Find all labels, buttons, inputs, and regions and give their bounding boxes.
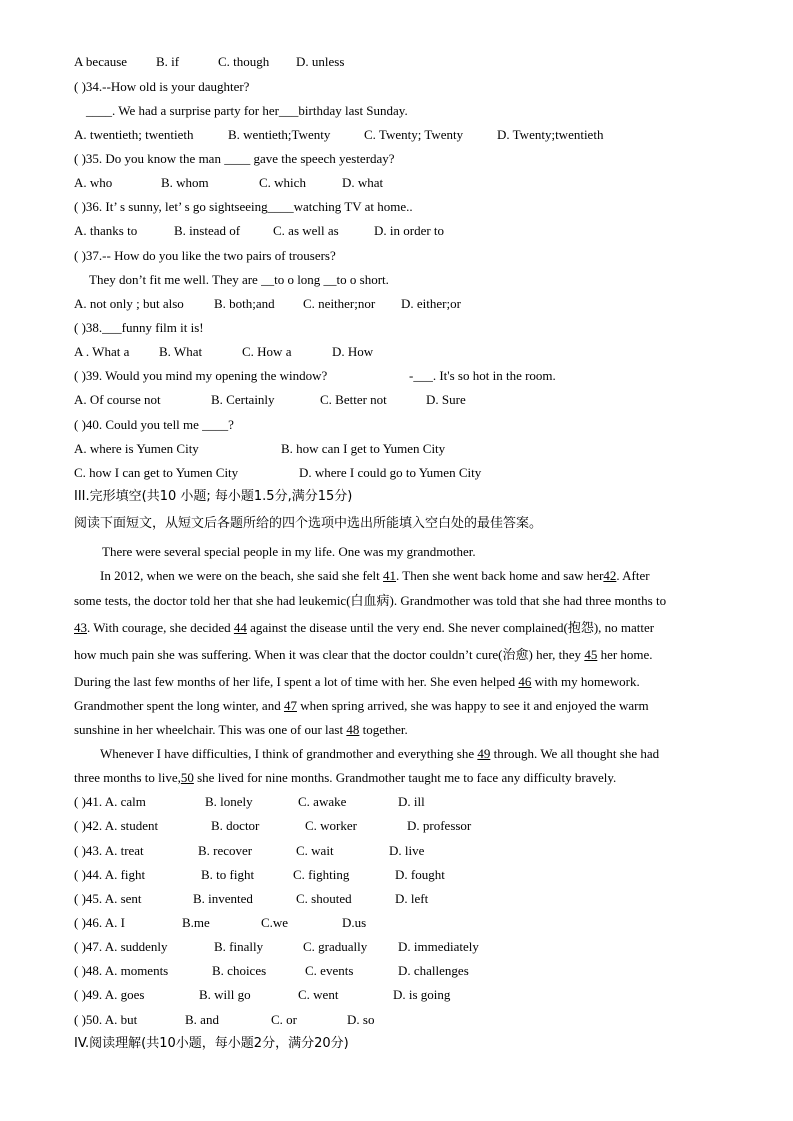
q35-stem: ( )35. Do you know the man ____ gave the speech yesterday? bbox=[74, 151, 395, 166]
q33-option-b: B. if bbox=[156, 54, 180, 69]
passage-text: with my homework. bbox=[531, 674, 640, 689]
q34-line2: ____. We had a surprise party for her___birthday last Sunday. bbox=[86, 103, 408, 118]
q49-option-d: D. is going bbox=[393, 987, 451, 1002]
q49-option-c: C. went bbox=[298, 987, 339, 1002]
blank-41: 41 bbox=[383, 568, 397, 583]
q38-option-b: B. What bbox=[159, 344, 203, 359]
passage-line-8 bbox=[74, 746, 719, 762]
q35-option-a: A. who bbox=[74, 175, 113, 190]
q37-option-d: D. either;or bbox=[401, 296, 461, 311]
q34-option-a: A. twentieth; twentieth bbox=[74, 127, 194, 142]
q33-option-a: A because bbox=[74, 54, 128, 69]
q45-option-b: B. invented bbox=[193, 891, 253, 906]
passage-text: Grandmother spent the long winter, and bbox=[74, 698, 284, 713]
passage-text: her home. bbox=[597, 647, 653, 662]
passage-line-3 bbox=[74, 620, 719, 636]
q46-option-c: C.we bbox=[261, 915, 289, 930]
q44-option-b: B. to fight bbox=[201, 867, 255, 882]
blank-49: 49 bbox=[477, 746, 491, 761]
q42-option-d: D. professor bbox=[407, 818, 472, 833]
blank-48: 48 bbox=[346, 722, 360, 737]
q42-option-b: B. doctor bbox=[211, 818, 260, 833]
passage-paragraph-1: There were several special people in my life. One was my grandmother. bbox=[102, 544, 476, 559]
q39-option-b: B. Certainly bbox=[211, 392, 275, 407]
q38-option-c: C. How a bbox=[242, 344, 292, 359]
q41-option-b: B. lonely bbox=[205, 794, 253, 809]
q33-option-d: D. unless bbox=[296, 54, 345, 69]
q37-option-b: B. both;and bbox=[214, 296, 275, 311]
q37-option-c: C. neither;nor bbox=[303, 296, 376, 311]
blank-42: 42 bbox=[603, 568, 617, 583]
blank-46: 46 bbox=[518, 674, 532, 689]
section4-title: IV.阅读理解(共10小题，每小题2分，满分20分) bbox=[74, 1036, 349, 1051]
q37-stem: ( )37.-- How do you like the two pairs of trousers? bbox=[74, 248, 336, 263]
q42-option-a: ( )42. A. student bbox=[74, 818, 159, 833]
q46-option-d: D.us bbox=[342, 915, 367, 930]
q48-option-c: C. events bbox=[305, 963, 354, 978]
blank-45: 45 bbox=[584, 647, 598, 662]
q38-option-a: A . What a bbox=[74, 344, 130, 359]
q48-option-d: D. challenges bbox=[398, 963, 469, 978]
q48-option-a: ( )48. A. moments bbox=[74, 963, 169, 978]
q34-option-c: C. Twenty; Twenty bbox=[364, 127, 464, 142]
blank-43: 43 bbox=[74, 620, 87, 635]
q38-option-d: D. How bbox=[332, 344, 374, 359]
q45-option-c: C. shouted bbox=[296, 891, 352, 906]
q43-option-d: D. live bbox=[389, 843, 425, 858]
q46-option-b: B.me bbox=[182, 915, 210, 930]
q47-option-c: C. gradually bbox=[303, 939, 368, 954]
q44-option-a: ( )44. A. fight bbox=[74, 867, 146, 882]
section3-title: III.完形填空(共10 小题; 每小题1.5分,满分15分) bbox=[74, 489, 353, 504]
q46-option-a: ( )46. A. I bbox=[74, 915, 125, 930]
blank-50: 50 bbox=[180, 770, 194, 785]
q41-option-d: D. ill bbox=[398, 794, 425, 809]
q43-option-c: C. wait bbox=[296, 843, 334, 858]
passage-text: . With courage, she decided bbox=[87, 620, 234, 635]
passage-text: During the last few months of her life, I spent a lot of time with her. She even helped bbox=[74, 674, 519, 689]
q35-option-c: C. which bbox=[259, 175, 306, 190]
q47-option-d: D. immediately bbox=[398, 939, 479, 954]
q35-option-d: D. what bbox=[342, 175, 384, 190]
passage-text: . After bbox=[616, 568, 650, 583]
q36-option-a: A. thanks to bbox=[74, 223, 138, 238]
q44-option-d: D. fought bbox=[395, 867, 445, 882]
q39-option-c: C. Better not bbox=[320, 392, 387, 407]
q45-option-a: ( )45. A. sent bbox=[74, 891, 142, 906]
passage-line-7 bbox=[74, 722, 719, 738]
blank-44: 44 bbox=[233, 620, 247, 635]
q36-option-d: D. in order to bbox=[374, 223, 445, 238]
q50-option-a: ( )50. A. but bbox=[74, 1012, 138, 1027]
passage-text: In 2012, when we were on the beach, she said she felt bbox=[100, 568, 380, 583]
passage-text: Whenever I have difficulties, I think of grandmother and everything she bbox=[100, 746, 478, 761]
q41-option-a: ( )41. A. calm bbox=[74, 794, 146, 809]
q35-option-b: B. whom bbox=[161, 175, 209, 190]
q40-option-a: A. where is Yumen City bbox=[74, 441, 199, 456]
passage-text: . Then she went back home and saw her bbox=[396, 568, 604, 583]
passage-line-2: some tests, the doctor told her that she had leukemic(白血病). Grandmother was told that she had three months to bbox=[74, 593, 667, 608]
q37-option-a: A. not only ; but also bbox=[74, 296, 184, 311]
section3-instruction: 阅读下面短文，从短文后各题所给的四个选项中选出所能填入空白处的最佳答案。 bbox=[74, 516, 543, 531]
passage-text: she lived for nine months. Grandmother taught me to face any difficulty bravely. bbox=[193, 770, 617, 785]
q36-stem: ( )36. It’ s sunny, let’ s go sightseeing____watching TV at home.. bbox=[74, 199, 413, 214]
q40-stem: ( )40. Could you tell me ____? bbox=[74, 417, 234, 432]
q40-option-b: B. how can I get to Yumen City bbox=[281, 441, 446, 456]
passage-line-9 bbox=[74, 770, 719, 786]
q40-option-d: D. where I could go to Yumen City bbox=[299, 465, 482, 480]
q36-option-b: B. instead of bbox=[174, 223, 241, 238]
passage-text: through. We all thought she had bbox=[490, 746, 660, 761]
blank-47: 47 bbox=[283, 698, 297, 713]
q48-option-b: B. choices bbox=[212, 963, 267, 978]
q39-option-d: D. Sure bbox=[426, 392, 466, 407]
q34-stem: ( )34.--How old is your daughter? bbox=[74, 79, 250, 94]
q39-stem: ( )39. Would you mind my opening the window? bbox=[74, 368, 328, 383]
q41-option-c: C. awake bbox=[298, 794, 347, 809]
q50-option-b: B. and bbox=[185, 1012, 219, 1027]
q34-option-b: B. wentieth;Twenty bbox=[228, 127, 331, 142]
q49-option-a: ( )49. A. goes bbox=[74, 987, 145, 1002]
q50-option-c: C. or bbox=[271, 1012, 297, 1027]
q34-option-d: D. Twenty;twentieth bbox=[497, 127, 604, 142]
passage-line-6 bbox=[74, 698, 719, 714]
passage-line-4 bbox=[74, 647, 719, 663]
q45-option-d: D. left bbox=[395, 891, 429, 906]
q33-option-c: C. though bbox=[218, 54, 270, 69]
q44-option-c: C. fighting bbox=[293, 867, 350, 882]
q39-option-a: A. Of course not bbox=[74, 392, 161, 407]
passage-text: when spring arrived, she was happy to see it and enjoyed the warm bbox=[296, 698, 649, 713]
passage-text: against the disease until the very end. She never complained(抱怨), no matter bbox=[246, 620, 655, 635]
q47-option-b: B. finally bbox=[214, 939, 264, 954]
passage-text: sunshine in her wheelchair. This was one of our last bbox=[74, 722, 347, 737]
q37-line2: They don’t fit me well. They are __to o long __to o short. bbox=[89, 272, 389, 287]
passage-text: together. bbox=[359, 722, 408, 737]
q43-option-b: B. recover bbox=[198, 843, 253, 858]
passage-line-1 bbox=[74, 568, 719, 584]
q39-reply: -___. It's so hot in the room. bbox=[409, 368, 556, 383]
passage-text: how much pain she was suffering. When it was clear that the doctor couldn’t cure(治愈) her, they bbox=[74, 647, 585, 662]
q43-option-a: ( )43. A. treat bbox=[74, 843, 144, 858]
passage-line-5 bbox=[74, 674, 719, 690]
q49-option-b: B. will go bbox=[199, 987, 251, 1002]
q38-stem: ( )38.___funny film it is! bbox=[74, 320, 204, 335]
q50-option-d: D. so bbox=[347, 1012, 375, 1027]
q42-option-c: C. worker bbox=[305, 818, 357, 833]
q36-option-c: C. as well as bbox=[273, 223, 339, 238]
q40-option-c: C. how I can get to Yumen City bbox=[74, 465, 239, 480]
passage-text: three months to live, bbox=[74, 770, 181, 785]
q47-option-a: ( )47. A. suddenly bbox=[74, 939, 168, 954]
